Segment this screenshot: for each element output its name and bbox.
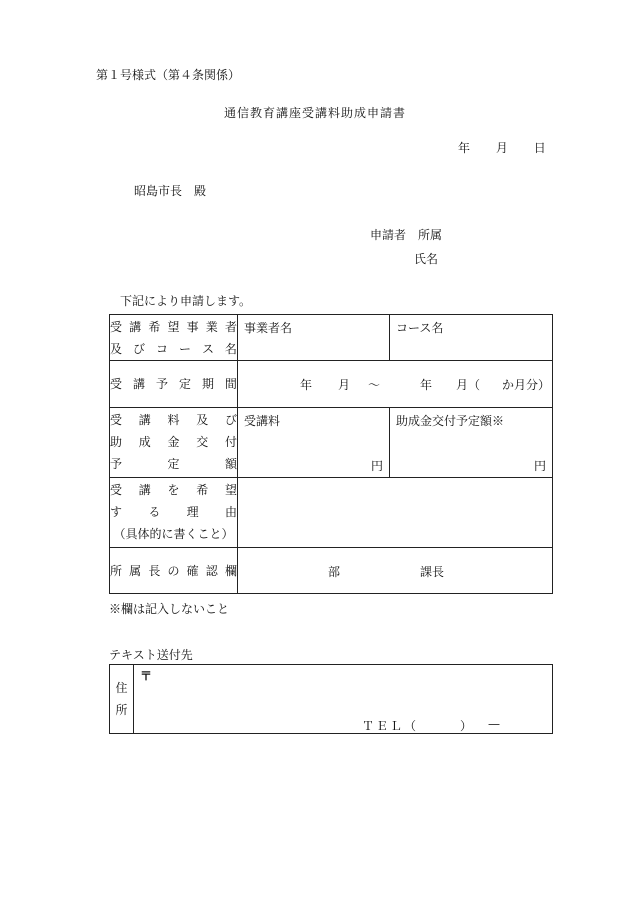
reason-instruction: （具体的に書くこと）: [113, 527, 234, 541]
label-char: び: [132, 342, 145, 356]
tel-label: ＴＥＬ（ ）: [362, 719, 475, 733]
label-char: 金: [167, 435, 180, 449]
label-char: 長: [148, 563, 161, 578]
label-char: 由: [224, 505, 237, 519]
label-char: 名: [224, 342, 237, 356]
label-char: 予: [155, 377, 168, 391]
label-char: 望: [224, 483, 237, 497]
fee-field[interactable]: [238, 408, 390, 478]
label-char: 望: [167, 320, 180, 334]
business-name-field[interactable]: [238, 315, 390, 361]
label-char: 受: [110, 413, 123, 427]
label-char: 付: [224, 435, 237, 449]
application-table: [109, 314, 553, 594]
row-business-course: [110, 315, 553, 361]
address-label-1: 住: [115, 681, 128, 695]
row-fee-subsidy: [110, 408, 553, 478]
label-period: [110, 361, 238, 408]
label-char: 講: [132, 377, 145, 391]
business-name-caption: 事業者名: [244, 321, 293, 335]
label-char: コ: [155, 342, 168, 356]
label-char: 額: [224, 457, 237, 471]
label-char: 予: [110, 457, 123, 471]
label-char: 交: [196, 435, 209, 449]
label-char: 間: [224, 377, 237, 391]
address-label-2: 所: [115, 703, 128, 717]
postal-mark: 〒: [140, 669, 153, 683]
label-char: 希: [196, 483, 209, 497]
course-name-field[interactable]: [390, 315, 553, 361]
address-label: [110, 665, 134, 734]
row-period: [110, 361, 553, 408]
addressee: 昭島市長 殿: [134, 184, 207, 198]
period-month2: 月（: [456, 378, 481, 392]
date-line: [458, 139, 546, 156]
label-char: 助: [110, 435, 123, 449]
address-table: [109, 664, 553, 734]
label-char: ス: [201, 342, 214, 356]
row-reason: [110, 478, 553, 548]
note: ※欄は記入しないこと: [109, 602, 230, 616]
subsidy-caption: 助成金交付予定額※: [396, 414, 505, 428]
date-day: 日: [533, 141, 546, 155]
label-reason: [110, 478, 238, 548]
label-confirmation: [110, 548, 238, 594]
label-char: 受: [110, 320, 123, 334]
fee-yen: 円: [370, 459, 383, 473]
label-char: 希: [148, 320, 161, 334]
period-year1: 年: [300, 378, 313, 392]
confirmation-field[interactable]: [238, 548, 553, 594]
label-char: 講: [138, 483, 151, 497]
label-char: 属: [129, 563, 142, 578]
label-char: 理: [186, 505, 199, 519]
label-char: 事: [186, 320, 199, 334]
section-chief-label: 課長: [420, 564, 445, 579]
label-char: の: [167, 563, 180, 578]
reason-field[interactable]: [238, 478, 553, 548]
label-fee-subsidy: [110, 408, 238, 478]
period-month1: 月: [338, 378, 351, 392]
label-char: 業: [205, 320, 218, 334]
date-month: 月: [495, 141, 508, 155]
period-field[interactable]: [238, 361, 553, 408]
label-char: 及: [196, 413, 209, 427]
form-number: 第１号様式（第４条関係）: [96, 68, 241, 82]
intro-text: 下記により申請します。: [120, 294, 252, 308]
label-char: 料: [167, 413, 180, 427]
label-char: 定: [167, 457, 180, 471]
fee-caption: 受講料: [244, 414, 281, 428]
label-char: 確: [186, 563, 199, 578]
label-char: 定: [178, 377, 191, 391]
label-business-course: [110, 315, 238, 361]
label-char: 講: [129, 320, 142, 334]
label-char: 及: [110, 342, 123, 356]
label-char: 講: [138, 413, 151, 427]
label-char: 成: [138, 435, 151, 449]
address-field[interactable]: [134, 665, 553, 734]
department-label: 部: [328, 564, 341, 579]
label-char: す: [110, 505, 123, 519]
date-year: 年: [458, 141, 471, 155]
applicant-name-label: 氏名: [414, 252, 439, 266]
label-char: 欄: [224, 563, 237, 578]
label-char: 受: [110, 483, 123, 497]
course-name-caption: コース名: [396, 321, 444, 335]
tel-dash: —: [488, 717, 500, 731]
page-title: 通信教育講座受講料助成申請書: [223, 106, 406, 120]
period-year2: 年: [420, 378, 433, 392]
label-char: 者: [224, 320, 237, 334]
label-char: る: [148, 505, 161, 519]
label-char: 所: [110, 563, 123, 578]
subsidy-yen: 円: [533, 459, 546, 473]
label-char: 受: [110, 377, 123, 391]
label-char: 期: [201, 377, 214, 391]
row-confirmation: [110, 548, 553, 594]
subsidy-field[interactable]: [390, 408, 553, 478]
label-char: を: [167, 483, 180, 497]
period-tilde: ～: [368, 378, 381, 392]
label-char: 認: [205, 563, 218, 578]
text-destination-title: テキスト送付先: [109, 648, 193, 662]
period-months: か月分）: [502, 378, 551, 392]
label-char: び: [224, 413, 237, 427]
label-char: ー: [178, 342, 191, 356]
applicant-affiliation-label: 申請者 所属: [370, 228, 443, 242]
